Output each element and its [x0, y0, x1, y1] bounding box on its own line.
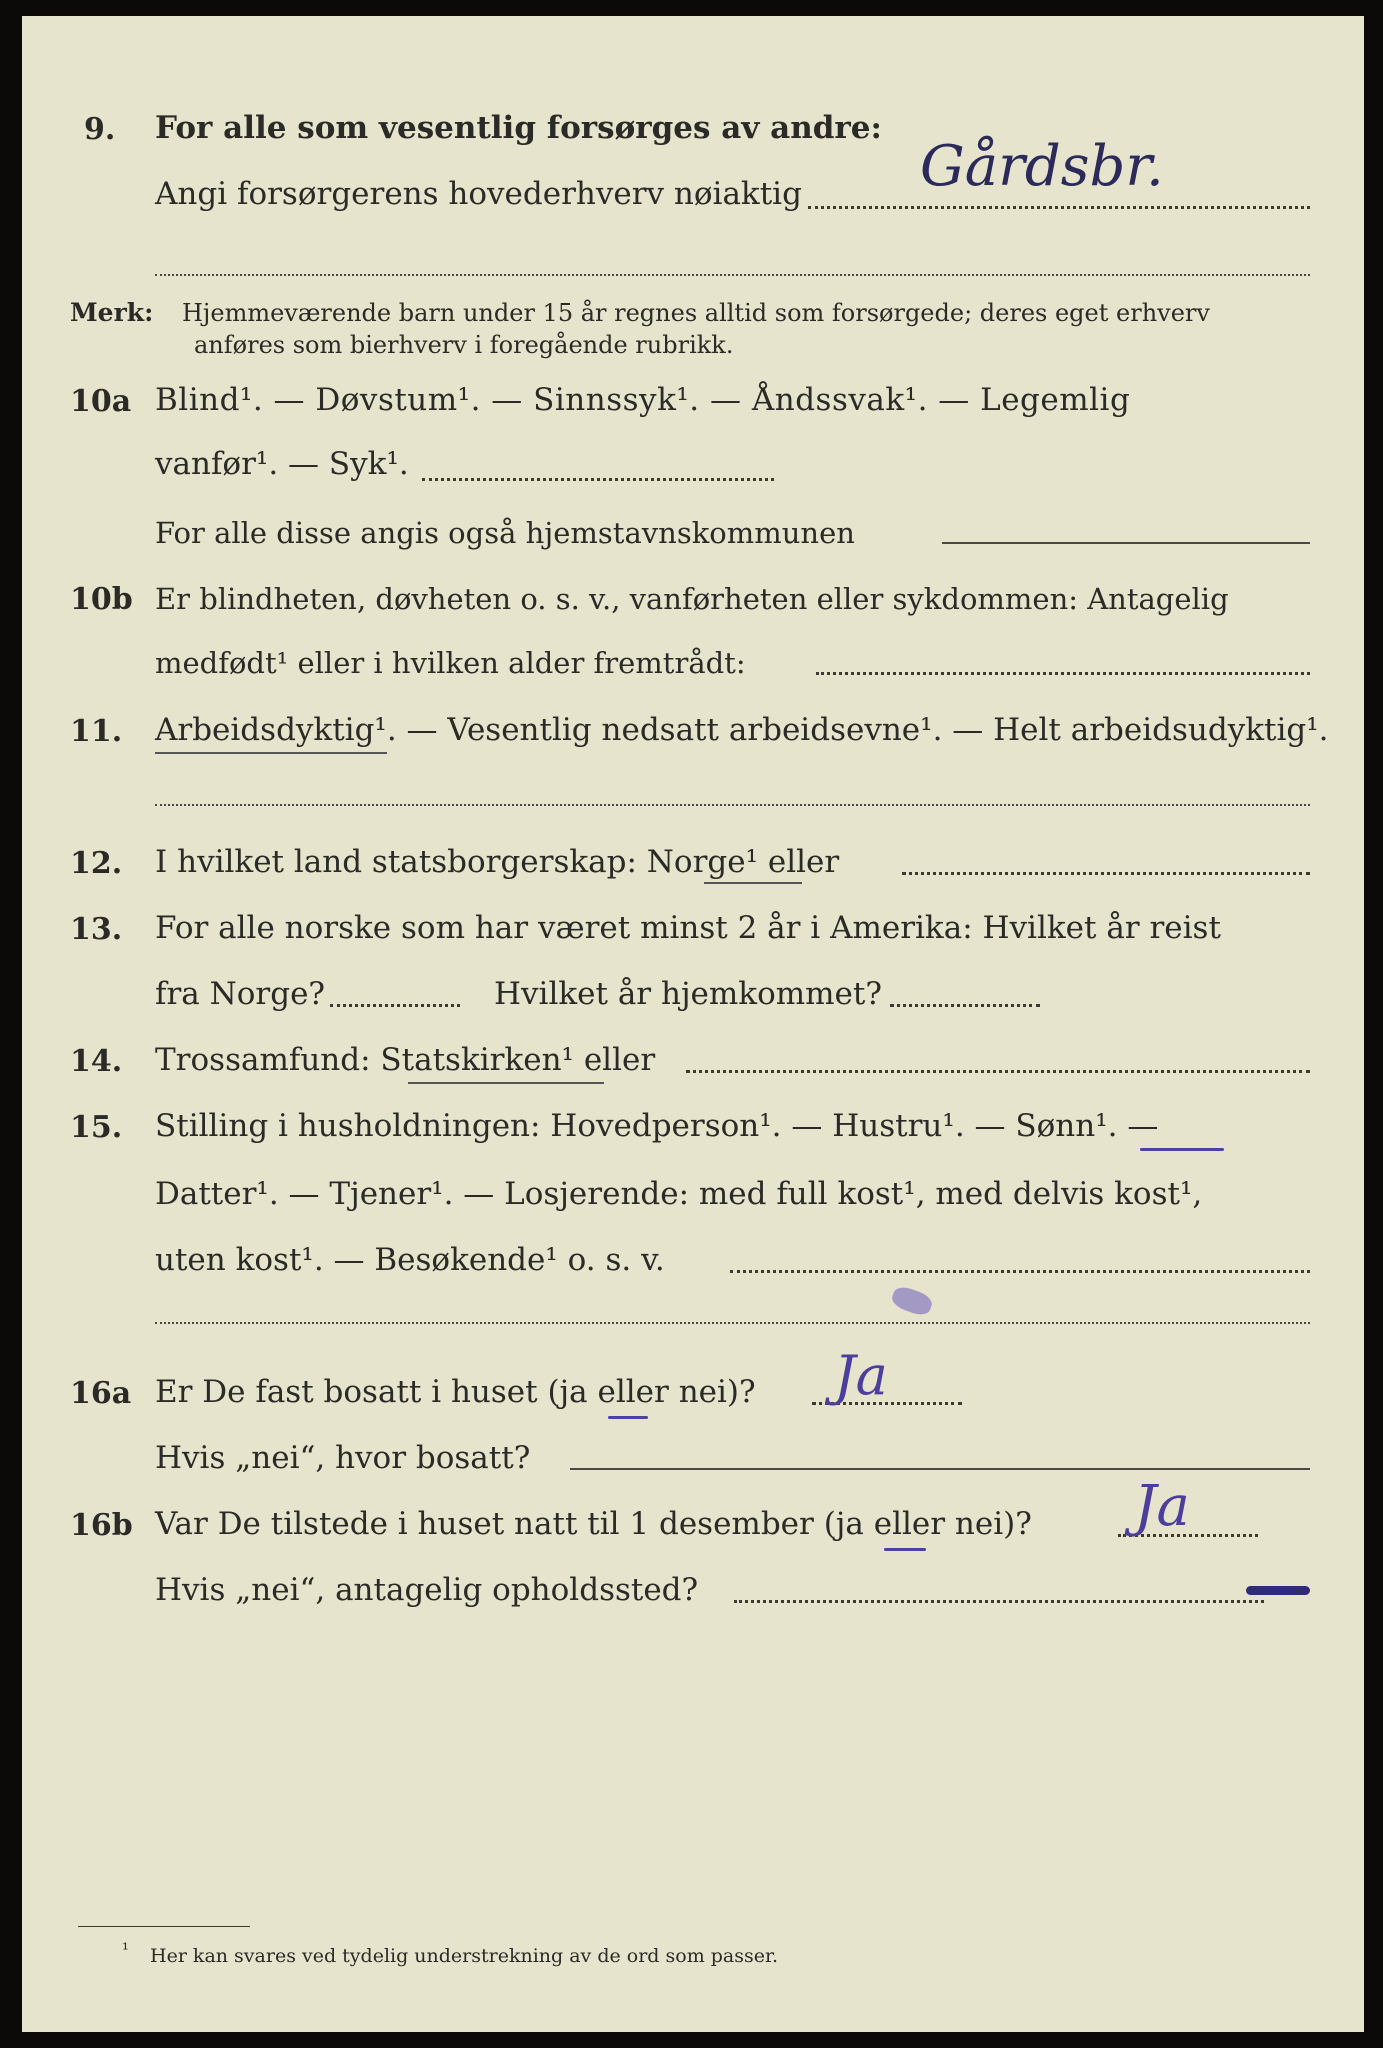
q16a-line1: Er De fast bosatt i huset (ja eller nei)?	[155, 1374, 756, 1410]
footnote-rule	[78, 1926, 250, 1927]
q10b-answer-line	[816, 672, 1310, 675]
q10a-line1: Blind¹. — Døvstum¹. — Sinnssyk¹. — Åndssvak¹. — Legemlig	[155, 382, 1131, 418]
census-form-page	[22, 16, 1364, 2032]
q10b-number: 10b	[70, 582, 133, 617]
q16a-underline-ja	[608, 1416, 648, 1419]
q11-underline-arbeidsdyktig	[155, 752, 387, 754]
q16a-line2: Hvis „nei“, hvor bosatt?	[155, 1440, 531, 1476]
q9-answer-line	[808, 206, 1310, 209]
q12-text: I hvilket land statsborgerskap: Norge¹ eller	[155, 844, 840, 880]
q15-line3: uten kost¹. — Besøkende¹ o. s. v.	[155, 1242, 665, 1278]
q10a-syk-line	[422, 478, 774, 481]
q13-line1: For alle norske som har været minst 2 år i Amerika: Hvilket år reist	[155, 910, 1221, 946]
q12-answer-line	[902, 872, 1310, 875]
q16a-number: 16a	[70, 1376, 132, 1411]
q11-text: Arbeidsdyktig¹. — Vesentlig nedsatt arbeidsevne¹. — Helt arbeidsudyktig¹.	[155, 712, 1329, 748]
q15-ink-mark	[889, 1284, 934, 1318]
q9-blank-line	[155, 274, 1310, 276]
q10a-kommune-line	[942, 542, 1310, 544]
q15-answer-line	[730, 1270, 1310, 1273]
q14-answer-line	[686, 1070, 1310, 1073]
merk-line2: anføres som bierhverv i foregående rubrikk.	[194, 331, 734, 359]
footnote-text: Her kan svares ved tydelig understrekning av de ord som passer.	[150, 1945, 779, 1967]
q13-number: 13.	[70, 912, 123, 947]
q10a-line3: For alle disse angis også hjemstavnskommunen	[155, 516, 855, 550]
q16b-line1: Var De tilstede i huset natt til 1 desember (ja eller nei)?	[155, 1506, 1032, 1542]
q15-line2: Datter¹. — Tjener¹. — Losjerende: med full kost¹, med delvis kost¹,	[155, 1176, 1203, 1212]
q9-number: 9.	[84, 112, 116, 147]
q9-line1: For alle som vesentlig forsørges av andre:	[155, 110, 882, 146]
q12-underline-norge	[704, 882, 802, 884]
q10a-line2: vanfør¹. — Syk¹.	[155, 446, 409, 482]
q15-line1: Stilling i husholdningen: Hovedperson¹. — Hustru¹. — Sønn¹. —	[155, 1108, 1159, 1144]
q14-number: 14.	[70, 1044, 123, 1079]
q10b-line2: medfødt¹ eller i hvilken alder fremtrådt:	[155, 646, 746, 680]
merk-label: Merk:	[70, 298, 154, 327]
q11-number: 11.	[70, 714, 123, 749]
q15-blank-line	[155, 1322, 1310, 1324]
q9-answer-handwriting: Gårdsbr.	[920, 134, 1164, 199]
q13-line2b: Hvilket år hjemkommet?	[494, 976, 882, 1012]
q16a-answer-handwriting: Ja	[834, 1344, 888, 1407]
footnote-mark: ¹	[122, 1940, 129, 1960]
q15-number: 15.	[70, 1110, 123, 1145]
q16a-bosatt-line	[570, 1468, 1310, 1470]
q14-text: Trossamfund: Statskirken¹ eller	[155, 1042, 656, 1078]
q16b-ink-stroke	[1246, 1586, 1310, 1595]
q13-hjemkommet-line	[890, 1004, 1040, 1007]
q10b-line1: Er blindheten, døvheten o. s. v., vanførheten eller sykdommen: Antagelig	[155, 582, 1229, 616]
q11-blank-line	[155, 804, 1310, 806]
q13-reist-line	[330, 1004, 460, 1007]
merk-line1: Hjemmeværende barn under 15 år regnes alltid som forsørgede; deres eget erhverv	[182, 299, 1210, 327]
q12-number: 12.	[70, 846, 123, 881]
q16b-underline-ja	[884, 1548, 926, 1551]
q10a-number: 10a	[70, 384, 132, 419]
q9-line2: Angi forsørgerens hovederhverv nøiaktig	[155, 176, 802, 212]
q16b-opholdssted-line	[734, 1600, 1264, 1603]
q16b-answer-handwriting: Ja	[1134, 1474, 1190, 1539]
q15-underline-sonn	[1140, 1148, 1224, 1151]
q14-underline-statskirken	[408, 1082, 604, 1084]
q16b-line2: Hvis „nei“, antagelig opholdssted?	[155, 1572, 699, 1608]
q16b-number: 16b	[70, 1508, 133, 1543]
q13-line2a: fra Norge?	[155, 976, 326, 1012]
